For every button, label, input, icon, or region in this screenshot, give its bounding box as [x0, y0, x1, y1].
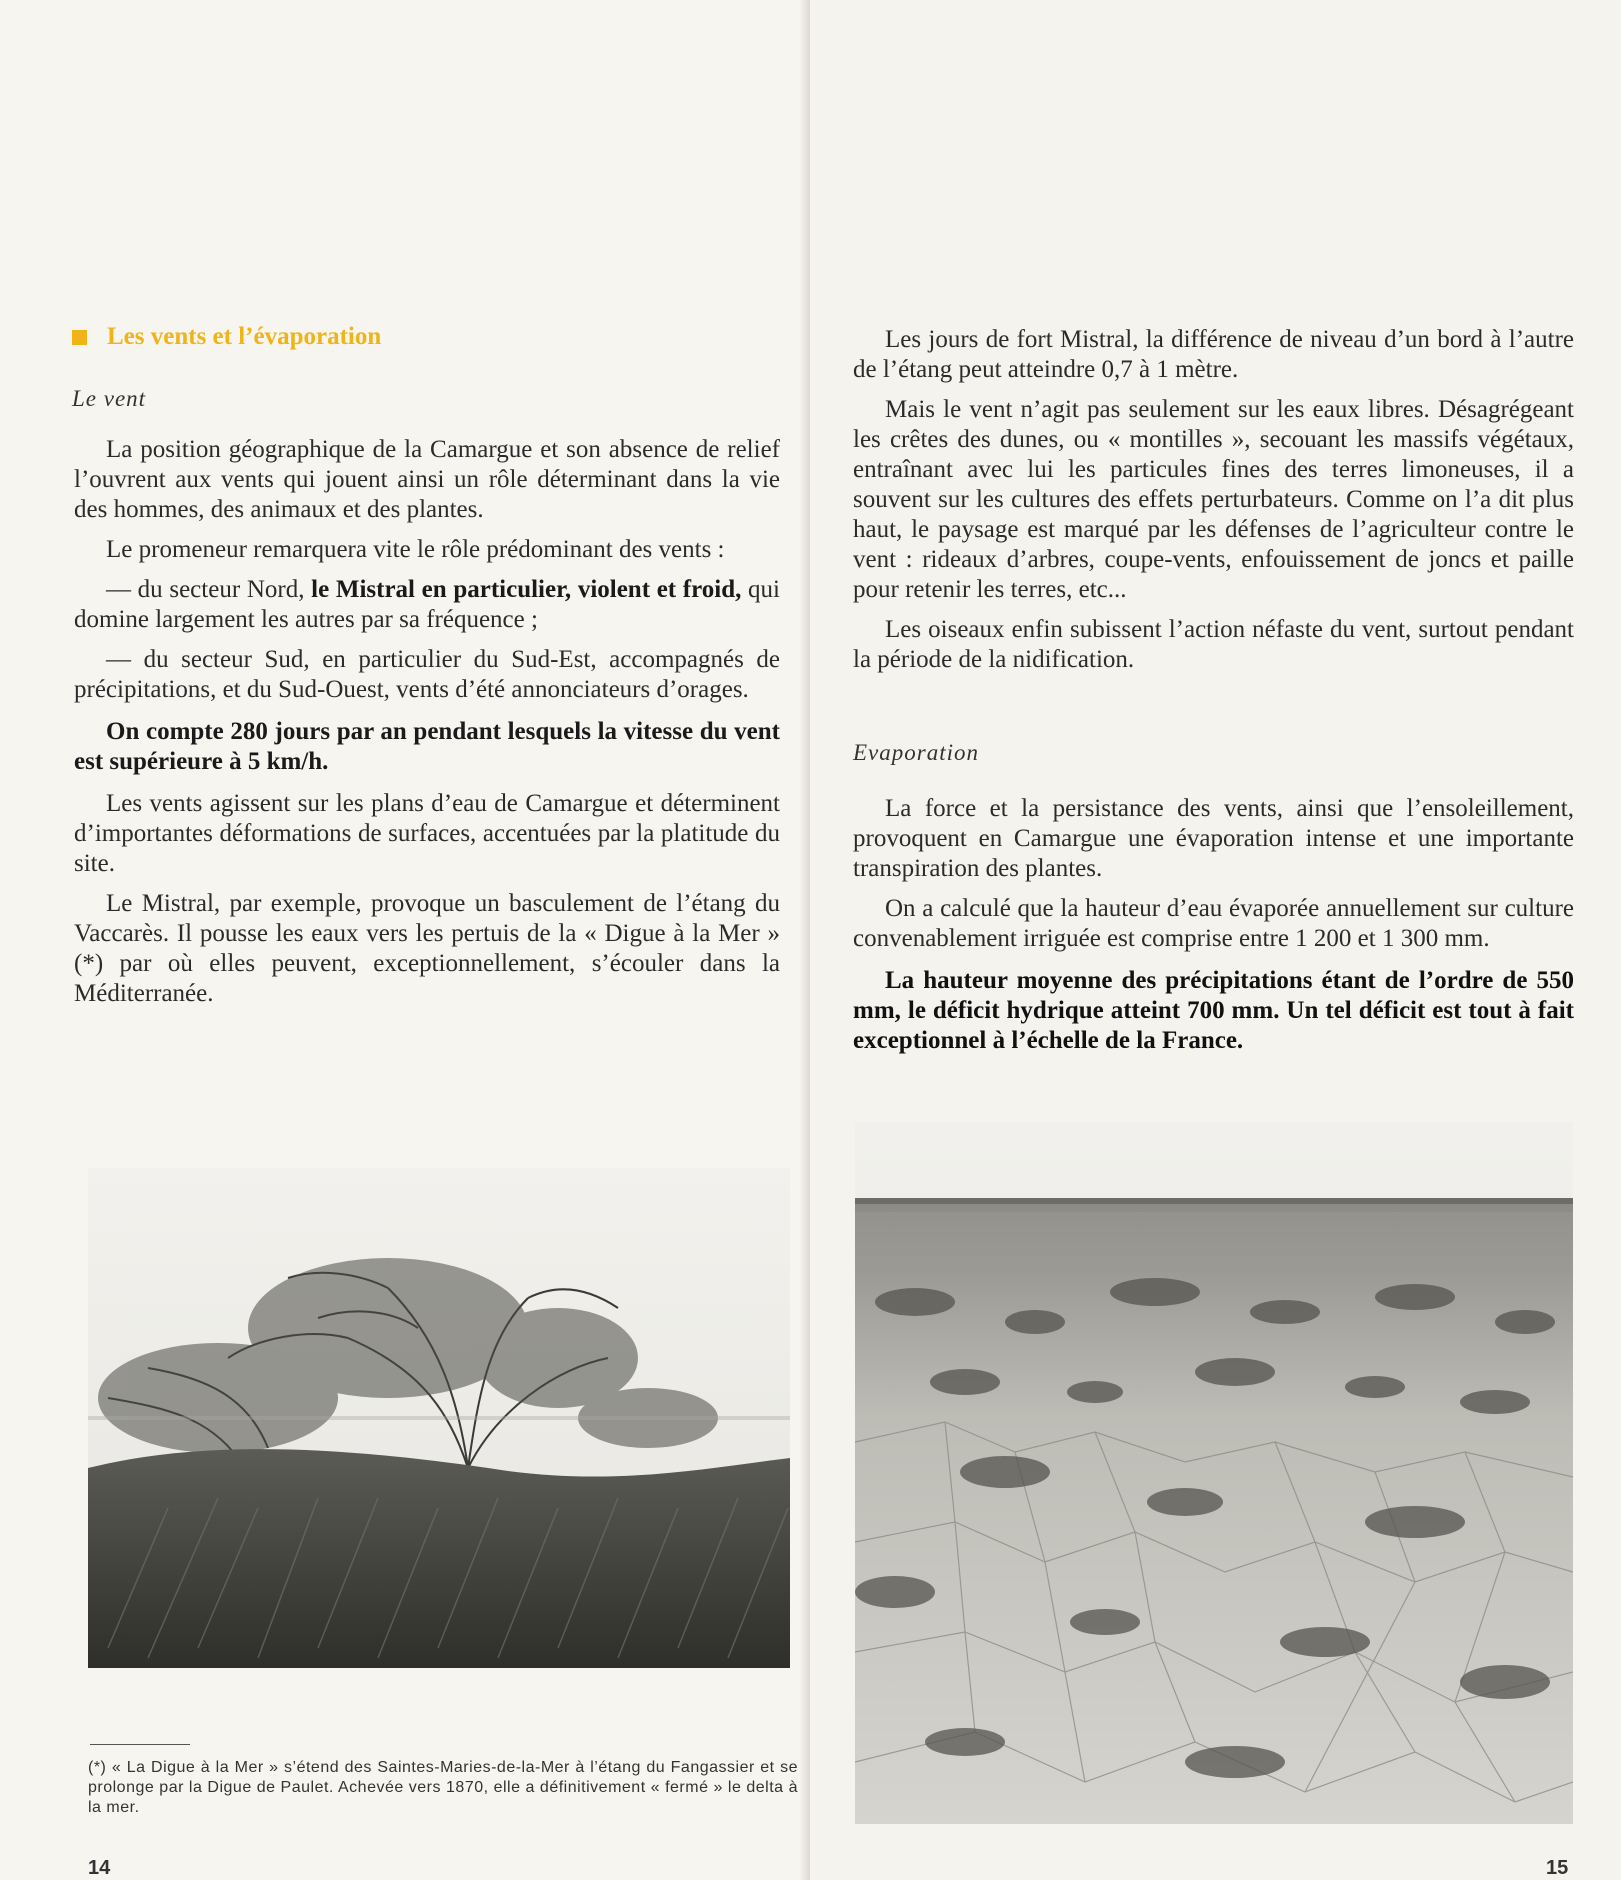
- list-item-text: qui domine largement les autres par sa fréquence ;: [74, 576, 780, 633]
- left-text-column: [74, 435, 780, 1017]
- photo-windswept-trees: [88, 1168, 790, 1668]
- list-item-bold: le Mistral en particulier, violent et froid,: [311, 576, 742, 603]
- list-item-nord: [74, 575, 780, 635]
- list-item-sud: — du secteur Sud, en particulier du Sud-Est, accompagnés de précipitations, et du Sud-Ouest, vents d’été annonciateurs d’orages.: [74, 646, 780, 703]
- paragraph: Les jours de fort Mistral, la différence de niveau d’un bord à l’autre de l’étang peut atteindre 0,7 à 1 mètre.: [853, 326, 1574, 383]
- paragraph: Les vents agissent sur les plans d’eau de Camargue et déterminent d’importantes déformations de surfaces, accentuées par la platitude du site.: [74, 790, 780, 877]
- paragraph: La force et la persistance des vents, ainsi que l’ensoleillement, provoquent en Camargue une évaporation intense et une importante transpiration des plantes.: [853, 795, 1574, 882]
- right-text-column-bottom: [853, 794, 1574, 1064]
- bullet-square-icon: [72, 330, 87, 345]
- page-number-left: 14: [88, 1857, 111, 1879]
- page-number-right: 15: [1546, 1857, 1569, 1879]
- paragraph: Mais le vent n’agit pas seulement sur les eaux libres. Désagrégeant les crêtes des dunes, ou « montilles », secouant les massifs végétaux, entraînant avec lui les particules fines des terres limoneuses, il a souvent sur les cultures des effets perturbateurs. Comme on l’a dit plus haut, le paysage est marqué par les défenses de l’agriculteur contre le vent : rideaux d’arbres, coupe-vents, enfouissement de joncs et paille pour retenir les terres, etc...: [853, 396, 1574, 603]
- right-page: [810, 0, 1621, 1880]
- footnote: (*) « La Digue à la Mer » s’étend des Saintes-Maries-de-la-Mer à l’étang du Fangassier et se prolonge par la Digue de Paulet. Achevée vers 1870, elle a définitivement « fermé » le delta à la mer.: [88, 1759, 798, 1816]
- list-item-text: — du secteur Nord,: [106, 576, 312, 603]
- paragraph: La position géographique de la Camargue et son absence de relief l’ouvrent aux vents qui jouent ainsi un rôle déterminant dans la vie des hommes, des animaux et des plantes.: [74, 436, 780, 523]
- subheading-le-vent: Le vent: [72, 386, 147, 411]
- section-title: Les vents et l’évaporation: [107, 323, 382, 350]
- paragraph: Les oiseaux enfin subissent l’action néfaste du vent, surtout pendant la période de la nidification.: [853, 616, 1574, 673]
- left-page: [0, 0, 810, 1880]
- bold-paragraph: La hauteur moyenne des précipitations étant de l’ordre de 550 mm, le déficit hydrique atteint 700 mm. Un tel déficit est tout à fait exceptionnel à l’échelle de la France.: [853, 967, 1574, 1054]
- footnote-rule: [90, 1744, 190, 1745]
- bold-paragraph: On compte 280 jours par an pendant lesquels la vitesse du vent est supérieure à 5 km/h.: [74, 718, 780, 775]
- paragraph: Le Mistral, par exemple, provoque un basculement de l’étang du Vaccarès. Il pousse les eaux vers les pertuis de la « Digue à la Mer » (*) par où elles peuvent, exceptionnellement, s’écouler dans la Méditerranée.: [74, 890, 780, 1007]
- section-heading: [72, 323, 381, 351]
- photo-cracked-ground: [855, 1122, 1573, 1824]
- paragraph: Le promeneur remarquera vite le rôle prédominant des vents :: [106, 536, 725, 563]
- subheading-evaporation: Evaporation: [853, 740, 979, 765]
- right-text-column-top: [853, 325, 1574, 683]
- paragraph: On a calculé que la hauteur d’eau évaporée annuellement sur culture convenablement irriguée est comprise entre 1 200 et 1 300 mm.: [853, 895, 1574, 952]
